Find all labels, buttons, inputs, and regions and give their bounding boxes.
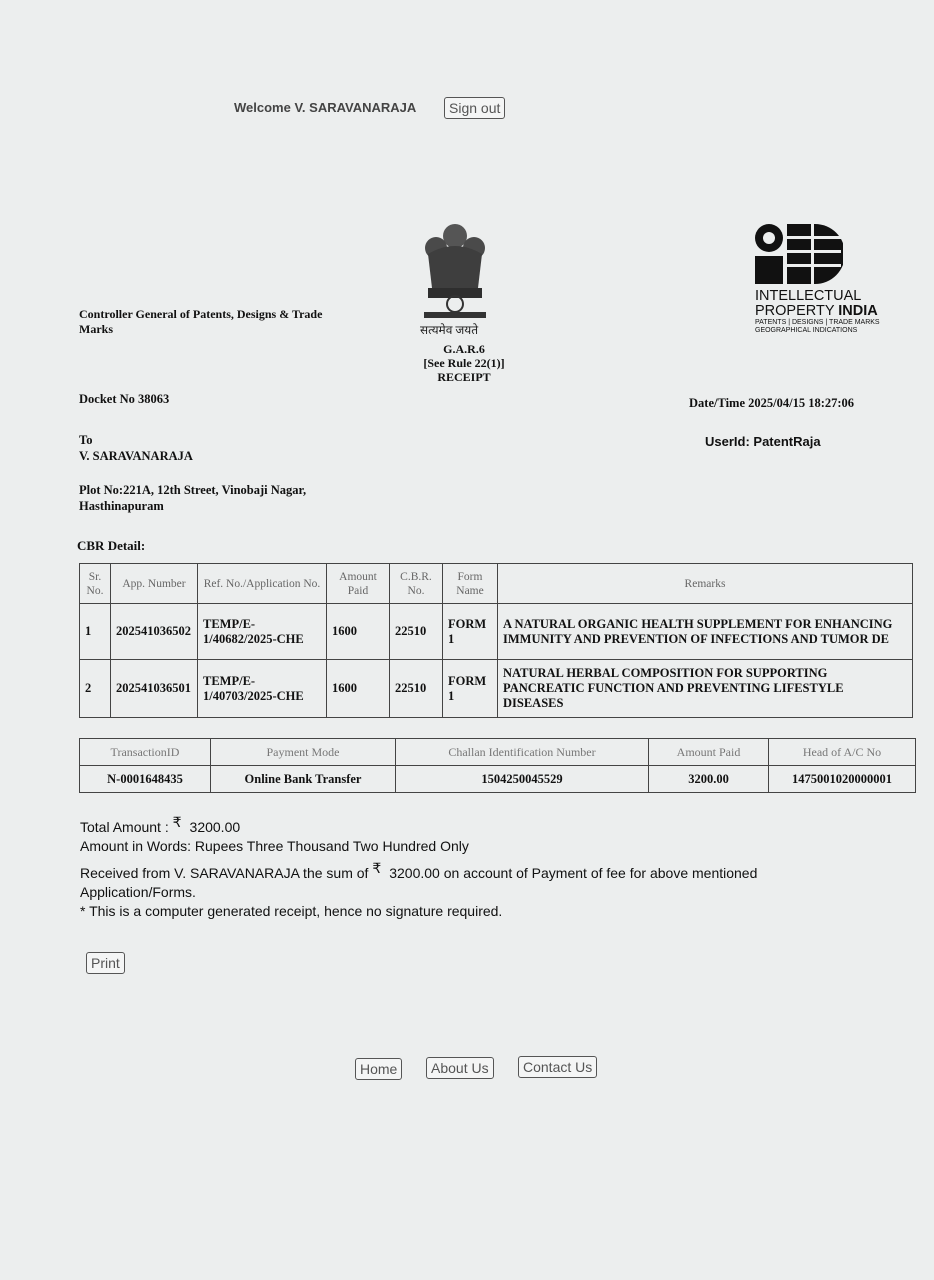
about-us-button[interactable]: About Us [426, 1057, 494, 1079]
cell-payment-mode: Online Bank Transfer [211, 766, 396, 793]
cell-app: 202541036502 [111, 604, 198, 660]
logo-line1: INTELLECTUAL [755, 288, 862, 304]
to-label: To [79, 433, 93, 447]
total-value: 3200.00 [189, 819, 241, 835]
th-amount: Amount Paid [327, 564, 390, 604]
form-number: G.A.R.6 [443, 342, 485, 356]
th-payment-mode: Payment Mode [211, 739, 396, 766]
cell-sr: 2 [80, 660, 111, 718]
logo-line4: GEOGRAPHICAL INDICATIONS [755, 327, 858, 334]
cell-cbr: 22510 [390, 660, 443, 718]
logo-line2b: INDIA [838, 303, 878, 319]
th-challan: Challan Identification Number [396, 739, 649, 766]
cell-remarks: A NATURAL ORGANIC HEALTH SUPPLEMENT FOR ENHANCING IMMUNITY AND PREVENTION OF INFECTIONS AND TUMOR DE [498, 604, 913, 660]
th-remarks: Remarks [498, 564, 913, 604]
th-amount-paid: Amount Paid [649, 739, 769, 766]
th-head-ac: Head of A/C No [769, 739, 916, 766]
cell-amount: 1600 [327, 660, 390, 718]
amount-in-words: Amount in Words: Rupees Three Thousand Two Hundred Only [80, 838, 469, 854]
cbr-title: CBR Detail: [77, 538, 146, 553]
date-time: Date/Time 2025/04/15 18:27:06 [689, 396, 855, 410]
contact-us-button[interactable]: Contact Us [518, 1056, 597, 1078]
docket-number: Docket No 38063 [79, 392, 170, 406]
cell-cbr: 22510 [390, 604, 443, 660]
cell-head-ac: 1475001020000001 [769, 766, 916, 793]
print-button[interactable]: Print [86, 952, 125, 974]
received-text: Received from V. SARAVANARAJA the sum of [80, 865, 373, 881]
payment-table [79, 738, 916, 793]
cell-ref: TEMP/E-1/40682/2025-CHE [198, 604, 327, 660]
th-ref-no: Ref. No./Application No. [198, 564, 327, 604]
cell-challan: 1504250045529 [396, 766, 649, 793]
ip-india-logo-icon [753, 222, 843, 286]
total-amount [80, 814, 880, 837]
received-text-cont: Application/Forms. [80, 884, 196, 900]
table-row [80, 766, 916, 793]
th-transaction-id: TransactionID [80, 739, 211, 766]
cell-remarks: NATURAL HERBAL COMPOSITION FOR SUPPORTING PANCREATIC FUNCTION AND PREVENTING LIFESTYLE DISEASES [498, 660, 913, 718]
cell-app: 202541036501 [111, 660, 198, 718]
form-title: RECEIPT [437, 370, 491, 384]
home-button[interactable]: Home [355, 1058, 402, 1080]
computer-generated-note: * This is a computer generated receipt, hence no signature required. [80, 903, 503, 919]
total-label: Total Amount : [80, 819, 173, 835]
cbr-table [79, 563, 913, 718]
user-id: UserId: PatentRaja [705, 434, 821, 449]
cell-amount-paid: 3200.00 [649, 766, 769, 793]
cell-form: FORM 1 [443, 604, 498, 660]
rupee-icon: ₹ [372, 860, 382, 876]
sign-out-button[interactable]: Sign out [444, 97, 505, 119]
table-row [80, 660, 913, 718]
th-form-name: Form Name [443, 564, 498, 604]
emblem-motto: सत्यमेव जयते [420, 323, 479, 337]
logo-line2a: PROPERTY [755, 303, 839, 319]
form-rule: [See Rule 22(1)] [423, 356, 505, 370]
received-amount-text: 3200.00 on account of Payment of fee for above mentioned [389, 865, 758, 881]
th-cbr-no: C.B.R. No. [390, 564, 443, 604]
cell-sr: 1 [80, 604, 111, 660]
recipient-name: V. SARAVANARAJA [79, 449, 193, 463]
th-sr: Sr. No. [80, 564, 111, 604]
cell-transaction-id: N-0001648435 [80, 766, 211, 793]
office-name: Controller General of Patents, Designs & Trade [79, 307, 323, 321]
cell-form: FORM 1 [443, 660, 498, 718]
th-app-number: App. Number [111, 564, 198, 604]
cell-amount: 1600 [327, 604, 390, 660]
cell-ref: TEMP/E-1/40703/2025-CHE [198, 660, 327, 718]
national-emblem-icon [412, 218, 498, 322]
address-line1: Plot No:221A, 12th Street, Vinobaji Nagar, [79, 483, 307, 497]
address-line2: Hasthinapuram [79, 499, 164, 513]
table-row [80, 604, 913, 660]
office-name-cont: Marks [79, 322, 113, 336]
rupee-icon: ₹ [172, 814, 182, 830]
logo-line3: PATENTS | DESIGNS | TRADE MARKS [755, 319, 880, 326]
welcome-text: Welcome V. SARAVANARAJA [234, 100, 417, 115]
